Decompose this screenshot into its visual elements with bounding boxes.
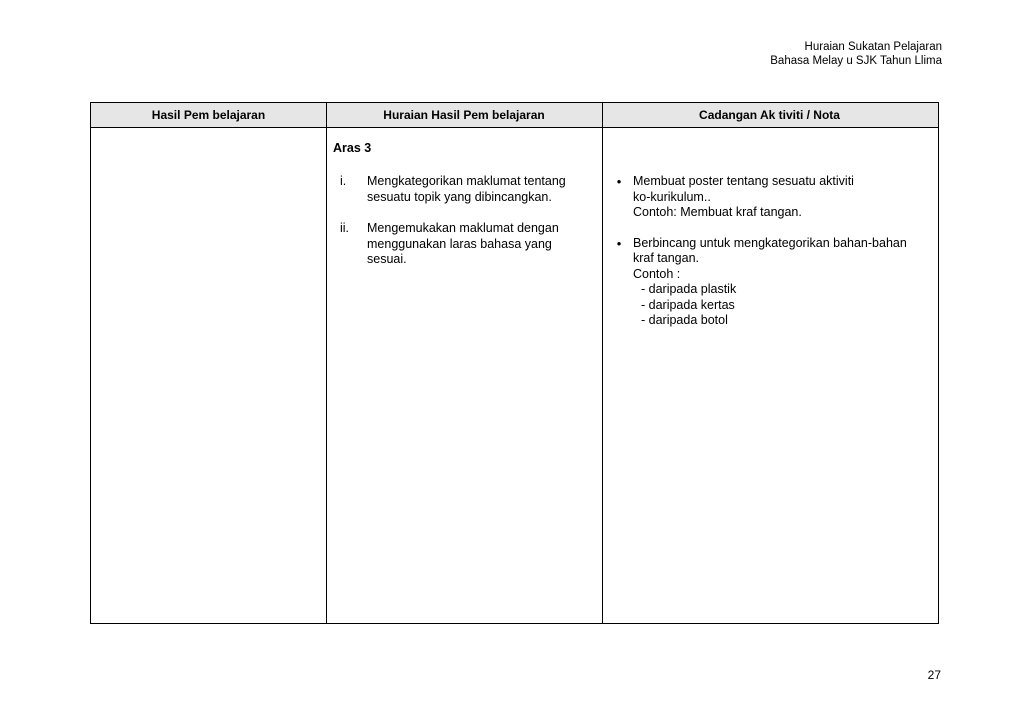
text-line: menggunakan laras bahasa yang <box>367 236 552 251</box>
text-line: sesuai. <box>367 252 407 266</box>
list-item-text <box>367 221 595 268</box>
text-line: Contoh : <box>633 266 681 281</box>
header-subtitle: Bahasa Melay u SJK Tahun Llima <box>770 55 942 67</box>
sub-item: - daripada kertas <box>641 297 735 312</box>
list-item-number: ii. <box>340 221 350 235</box>
syllabus-table <box>90 102 939 624</box>
bullet-icon: • <box>616 174 622 189</box>
sub-item: - daripada botol <box>641 313 728 327</box>
column-divider <box>602 103 603 623</box>
list-item <box>333 221 595 268</box>
page-header <box>770 40 942 68</box>
level-label: Aras 3 <box>333 141 372 155</box>
sub-item: - daripada plastik <box>641 282 737 296</box>
list-item <box>605 236 935 329</box>
text-line: Berbincang untuk mengkategorikan bahan-bahan <box>633 235 907 250</box>
column-divider <box>326 103 327 623</box>
text-line: Membuat poster tentang sesuatu aktiviti <box>633 174 854 188</box>
text-line: Mengemukakan maklumat dengan <box>367 221 559 235</box>
text-line: ko-kurikulum.. <box>633 189 711 204</box>
text-line: sesuatu topik yang dibincangkan. <box>367 189 552 204</box>
column-header-learning-outcome: Hasil Pem belajaran <box>151 108 266 122</box>
header-title: Huraian Sukatan Pelajaran <box>804 41 942 53</box>
list-item-text <box>633 236 935 329</box>
activity-list <box>605 174 935 344</box>
column-header-outcome-description: Huraian Hasil Pem belajaran <box>383 108 545 122</box>
text-line: Contoh: Membuat kraf tangan. <box>633 205 802 219</box>
table-header-row <box>91 103 938 128</box>
bullet-icon: • <box>616 235 622 251</box>
outcome-description-list <box>333 174 595 284</box>
text-line: kraf tangan. <box>633 251 700 265</box>
list-item-number: i. <box>340 174 347 188</box>
column-header-activity-suggestions: Cadangan Ak tiviti / Nota <box>699 108 840 122</box>
list-item-text <box>367 174 595 205</box>
text-line: Mengkategorikan maklumat tentang <box>367 174 566 188</box>
list-item <box>605 174 935 221</box>
list-item-text <box>633 174 935 221</box>
page-number: 27 <box>927 668 941 682</box>
list-item <box>333 174 595 205</box>
